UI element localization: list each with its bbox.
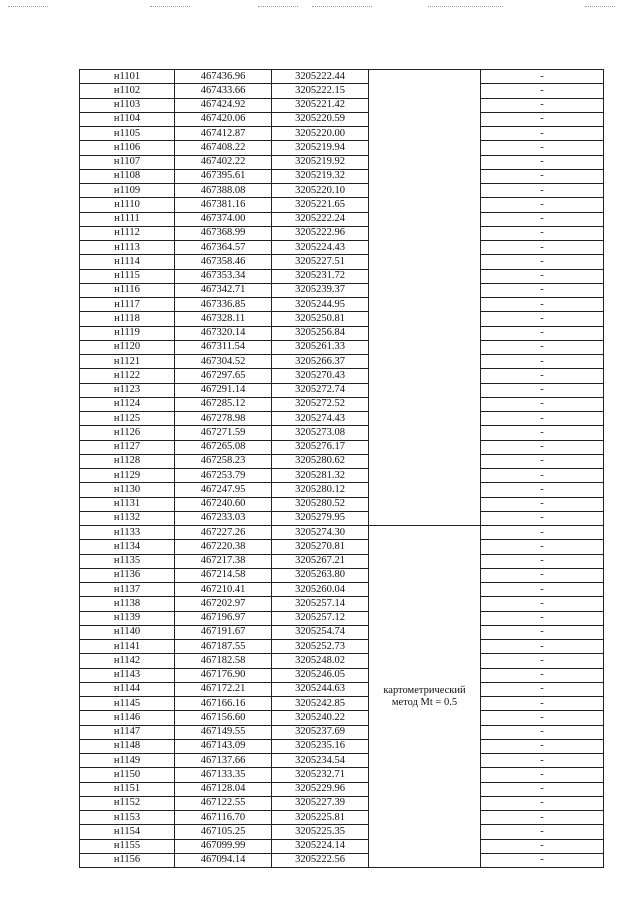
- x-coordinate-cell: 467353.34: [175, 269, 272, 283]
- y-coordinate-cell: 3205252.73: [272, 640, 369, 654]
- x-coordinate-cell: 467105.25: [175, 825, 272, 839]
- table-row: [80, 283, 604, 297]
- table-row: [80, 754, 604, 768]
- y-coordinate-cell: 3205219.94: [272, 141, 369, 155]
- y-coordinate-cell: 3205281.32: [272, 469, 369, 483]
- extra-cell: -: [481, 739, 604, 753]
- extra-cell: -: [481, 597, 604, 611]
- x-coordinate-cell: 467420.06: [175, 112, 272, 126]
- table-row: [80, 326, 604, 340]
- y-coordinate-cell: 3205237.69: [272, 725, 369, 739]
- extra-cell: -: [481, 98, 604, 112]
- point-name-cell: н1152: [80, 796, 175, 810]
- x-coordinate-cell: 467304.52: [175, 355, 272, 369]
- extra-cell: -: [481, 155, 604, 169]
- y-coordinate-cell: 3205219.92: [272, 155, 369, 169]
- table-row: [80, 782, 604, 796]
- point-name-cell: н1131: [80, 497, 175, 511]
- x-coordinate-cell: 467342.71: [175, 283, 272, 297]
- x-coordinate-cell: 467253.79: [175, 469, 272, 483]
- x-coordinate-cell: 467247.95: [175, 483, 272, 497]
- table-row: [80, 397, 604, 411]
- y-coordinate-cell: 3205274.43: [272, 412, 369, 426]
- table-row: [80, 497, 604, 511]
- extra-cell: -: [481, 141, 604, 155]
- y-coordinate-cell: 3205280.62: [272, 454, 369, 468]
- x-coordinate-cell: 467128.04: [175, 782, 272, 796]
- table-row: [80, 241, 604, 255]
- method-line-1: картометрический: [383, 684, 466, 696]
- table-row: [80, 654, 604, 668]
- point-name-cell: н1154: [80, 825, 175, 839]
- point-name-cell: н1129: [80, 469, 175, 483]
- extra-cell: -: [481, 369, 604, 383]
- point-name-cell: н1142: [80, 654, 175, 668]
- x-coordinate-cell: 467364.57: [175, 241, 272, 255]
- x-coordinate-cell: 467433.66: [175, 84, 272, 98]
- y-coordinate-cell: 3205231.72: [272, 269, 369, 283]
- x-coordinate-cell: 467137.66: [175, 754, 272, 768]
- y-coordinate-cell: 3205272.74: [272, 383, 369, 397]
- y-coordinate-cell: 3205270.81: [272, 540, 369, 554]
- y-coordinate-cell: 3205222.96: [272, 226, 369, 240]
- point-name-cell: н1137: [80, 583, 175, 597]
- table-row: [80, 739, 604, 753]
- table-row: [80, 625, 604, 639]
- y-coordinate-cell: 3205222.56: [272, 853, 369, 867]
- point-name-cell: н1123: [80, 383, 175, 397]
- point-name-cell: н1145: [80, 697, 175, 711]
- extra-cell: -: [481, 697, 604, 711]
- y-coordinate-cell: 3205221.65: [272, 198, 369, 212]
- x-coordinate-cell: 467265.08: [175, 440, 272, 454]
- extra-cell: -: [481, 397, 604, 411]
- y-coordinate-cell: 3205273.08: [272, 426, 369, 440]
- x-coordinate-cell: 467187.55: [175, 640, 272, 654]
- x-coordinate-cell: 467122.55: [175, 796, 272, 810]
- table-row: [80, 697, 604, 711]
- point-name-cell: н1121: [80, 355, 175, 369]
- x-coordinate-cell: 467381.16: [175, 198, 272, 212]
- x-coordinate-cell: 467191.67: [175, 625, 272, 639]
- point-name-cell: н1108: [80, 169, 175, 183]
- extra-cell: -: [481, 526, 604, 540]
- point-name-cell: н1125: [80, 412, 175, 426]
- point-name-cell: н1135: [80, 554, 175, 568]
- x-coordinate-cell: 467402.22: [175, 155, 272, 169]
- y-coordinate-cell: 3205270.43: [272, 369, 369, 383]
- table-row: [80, 155, 604, 169]
- table-row: [80, 226, 604, 240]
- y-coordinate-cell: 3205266.37: [272, 355, 369, 369]
- table-row: [80, 198, 604, 212]
- extra-cell: -: [481, 839, 604, 853]
- y-coordinate-cell: 3205250.81: [272, 312, 369, 326]
- y-coordinate-cell: 3205222.44: [272, 70, 369, 84]
- table-row: [80, 84, 604, 98]
- x-coordinate-cell: 467412.87: [175, 127, 272, 141]
- point-name-cell: н1146: [80, 711, 175, 725]
- point-name-cell: н1118: [80, 312, 175, 326]
- y-coordinate-cell: 3205225.35: [272, 825, 369, 839]
- x-coordinate-cell: 467424.92: [175, 98, 272, 112]
- table-row: [80, 597, 604, 611]
- y-coordinate-cell: 3205280.52: [272, 497, 369, 511]
- point-name-cell: н1119: [80, 326, 175, 340]
- point-name-cell: н1127: [80, 440, 175, 454]
- x-coordinate-cell: 467196.97: [175, 611, 272, 625]
- extra-cell: -: [481, 312, 604, 326]
- y-coordinate-cell: 3205267.21: [272, 554, 369, 568]
- extra-cell: -: [481, 497, 604, 511]
- x-coordinate-cell: 467182.58: [175, 654, 272, 668]
- table-row: [80, 583, 604, 597]
- y-coordinate-cell: 3205224.43: [272, 241, 369, 255]
- extra-cell: -: [481, 255, 604, 269]
- x-coordinate-cell: 467395.61: [175, 169, 272, 183]
- point-name-cell: н1156: [80, 853, 175, 867]
- coordinates-table: [79, 69, 604, 868]
- y-coordinate-cell: 3205257.14: [272, 597, 369, 611]
- y-coordinate-cell: 3205222.15: [272, 84, 369, 98]
- x-coordinate-cell: 467291.14: [175, 383, 272, 397]
- y-coordinate-cell: 3205246.05: [272, 668, 369, 682]
- x-coordinate-cell: 467388.08: [175, 184, 272, 198]
- x-coordinate-cell: 467156.60: [175, 711, 272, 725]
- table-row: [80, 511, 604, 525]
- table-row: [80, 355, 604, 369]
- y-coordinate-cell: 3205242.85: [272, 697, 369, 711]
- y-coordinate-cell: 3205280.12: [272, 483, 369, 497]
- x-coordinate-cell: 467436.96: [175, 70, 272, 84]
- extra-cell: -: [481, 355, 604, 369]
- x-coordinate-cell: 467172.21: [175, 682, 272, 696]
- extra-cell: -: [481, 540, 604, 554]
- point-name-cell: н1120: [80, 340, 175, 354]
- table-row: [80, 269, 604, 283]
- extra-cell: -: [481, 184, 604, 198]
- x-coordinate-cell: 467374.00: [175, 212, 272, 226]
- extra-cell: -: [481, 169, 604, 183]
- x-coordinate-cell: 467214.58: [175, 568, 272, 582]
- point-name-cell: н1136: [80, 568, 175, 582]
- point-name-cell: н1114: [80, 255, 175, 269]
- extra-cell: -: [481, 440, 604, 454]
- x-coordinate-cell: 467094.14: [175, 853, 272, 867]
- table-row: [80, 169, 604, 183]
- point-name-cell: н1150: [80, 768, 175, 782]
- table-row: [80, 768, 604, 782]
- table-row: [80, 839, 604, 853]
- point-name-cell: н1115: [80, 269, 175, 283]
- table-row: [80, 369, 604, 383]
- y-coordinate-cell: 3205239.37: [272, 283, 369, 297]
- x-coordinate-cell: 467143.09: [175, 739, 272, 753]
- point-name-cell: н1102: [80, 84, 175, 98]
- y-coordinate-cell: 3205244.63: [272, 682, 369, 696]
- table-row: [80, 526, 604, 540]
- point-name-cell: н1151: [80, 782, 175, 796]
- x-coordinate-cell: 467297.65: [175, 369, 272, 383]
- y-coordinate-cell: 3205257.12: [272, 611, 369, 625]
- x-coordinate-cell: 467202.97: [175, 597, 272, 611]
- point-name-cell: н1149: [80, 754, 175, 768]
- y-coordinate-cell: 3205224.14: [272, 839, 369, 853]
- point-name-cell: н1134: [80, 540, 175, 554]
- x-coordinate-cell: 467368.99: [175, 226, 272, 240]
- y-coordinate-cell: 3205235.16: [272, 739, 369, 753]
- point-name-cell: н1126: [80, 426, 175, 440]
- table-row: [80, 811, 604, 825]
- extra-cell: -: [481, 469, 604, 483]
- y-coordinate-cell: 3205220.10: [272, 184, 369, 198]
- y-coordinate-cell: 3205276.17: [272, 440, 369, 454]
- x-coordinate-cell: 467227.26: [175, 526, 272, 540]
- extra-cell: -: [481, 811, 604, 825]
- point-name-cell: н1141: [80, 640, 175, 654]
- x-coordinate-cell: 467328.11: [175, 312, 272, 326]
- y-coordinate-cell: 3205221.42: [272, 98, 369, 112]
- table-row: [80, 540, 604, 554]
- point-name-cell: н1107: [80, 155, 175, 169]
- point-name-cell: н1122: [80, 369, 175, 383]
- extra-cell: -: [481, 383, 604, 397]
- point-name-cell: н1113: [80, 241, 175, 255]
- point-name-cell: н1155: [80, 839, 175, 853]
- point-name-cell: н1109: [80, 184, 175, 198]
- table-row: [80, 440, 604, 454]
- point-name-cell: н1105: [80, 127, 175, 141]
- extra-cell: -: [481, 711, 604, 725]
- point-name-cell: н1144: [80, 682, 175, 696]
- point-name-cell: н1104: [80, 112, 175, 126]
- extra-cell: -: [481, 112, 604, 126]
- table-row: [80, 412, 604, 426]
- extra-cell: -: [481, 725, 604, 739]
- extra-cell: -: [481, 326, 604, 340]
- y-coordinate-cell: 3205261.33: [272, 340, 369, 354]
- extra-cell: -: [481, 825, 604, 839]
- table-row: [80, 70, 604, 84]
- extra-cell: -: [481, 241, 604, 255]
- table-row: [80, 825, 604, 839]
- extra-cell: -: [481, 226, 604, 240]
- y-coordinate-cell: 3205219.32: [272, 169, 369, 183]
- x-coordinate-cell: 467220.38: [175, 540, 272, 554]
- point-name-cell: н1116: [80, 283, 175, 297]
- extra-cell: -: [481, 853, 604, 867]
- extra-cell: -: [481, 768, 604, 782]
- extra-cell: -: [481, 568, 604, 582]
- extra-cell: -: [481, 454, 604, 468]
- table-row: [80, 711, 604, 725]
- point-name-cell: н1133: [80, 526, 175, 540]
- point-name-cell: н1111: [80, 212, 175, 226]
- point-name-cell: н1140: [80, 625, 175, 639]
- y-coordinate-cell: 3205254.74: [272, 625, 369, 639]
- table-row: [80, 112, 604, 126]
- x-coordinate-cell: 467176.90: [175, 668, 272, 682]
- y-coordinate-cell: 3205225.81: [272, 811, 369, 825]
- extra-cell: -: [481, 198, 604, 212]
- extra-cell: -: [481, 127, 604, 141]
- method-cell-empty: [369, 70, 481, 526]
- x-coordinate-cell: 467240.60: [175, 497, 272, 511]
- y-coordinate-cell: 3205244.95: [272, 298, 369, 312]
- extra-cell: -: [481, 554, 604, 568]
- x-coordinate-cell: 467233.03: [175, 511, 272, 525]
- method-line-2: метод Mt = 0.5: [391, 696, 458, 708]
- point-name-cell: н1147: [80, 725, 175, 739]
- y-coordinate-cell: 3205272.52: [272, 397, 369, 411]
- table-row: [80, 796, 604, 810]
- extra-cell: -: [481, 84, 604, 98]
- x-coordinate-cell: 467408.22: [175, 141, 272, 155]
- extra-cell: -: [481, 70, 604, 84]
- y-coordinate-cell: 3205227.39: [272, 796, 369, 810]
- table-row: [80, 853, 604, 867]
- extra-cell: -: [481, 611, 604, 625]
- x-coordinate-cell: 467271.59: [175, 426, 272, 440]
- point-name-cell: н1143: [80, 668, 175, 682]
- x-coordinate-cell: 467149.55: [175, 725, 272, 739]
- table-row: [80, 426, 604, 440]
- table-row: [80, 141, 604, 155]
- table-row: [80, 554, 604, 568]
- table-row: [80, 454, 604, 468]
- point-name-cell: н1112: [80, 226, 175, 240]
- x-coordinate-cell: 467285.12: [175, 397, 272, 411]
- x-coordinate-cell: 467320.14: [175, 326, 272, 340]
- x-coordinate-cell: 467278.98: [175, 412, 272, 426]
- table-row: [80, 127, 604, 141]
- table-row: [80, 298, 604, 312]
- extra-cell: -: [481, 796, 604, 810]
- y-coordinate-cell: 3205220.00: [272, 127, 369, 141]
- extra-cell: -: [481, 511, 604, 525]
- table-row: [80, 568, 604, 582]
- table-row: [80, 668, 604, 682]
- extra-cell: -: [481, 782, 604, 796]
- y-coordinate-cell: 3205232.71: [272, 768, 369, 782]
- x-coordinate-cell: 467217.38: [175, 554, 272, 568]
- extra-cell: -: [481, 283, 604, 297]
- y-coordinate-cell: 3205220.59: [272, 112, 369, 126]
- scan-header-noise: [0, 6, 640, 12]
- x-coordinate-cell: 467116.70: [175, 811, 272, 825]
- y-coordinate-cell: 3205279.95: [272, 511, 369, 525]
- y-coordinate-cell: 3205227.51: [272, 255, 369, 269]
- y-coordinate-cell: 3205229.96: [272, 782, 369, 796]
- table-row: [80, 640, 604, 654]
- table-row: [80, 98, 604, 112]
- table-row: [80, 212, 604, 226]
- x-coordinate-cell: 467133.35: [175, 768, 272, 782]
- point-name-cell: н1106: [80, 141, 175, 155]
- point-name-cell: н1117: [80, 298, 175, 312]
- point-name-cell: н1124: [80, 397, 175, 411]
- extra-cell: -: [481, 269, 604, 283]
- y-coordinate-cell: 3205274.30: [272, 526, 369, 540]
- table-row: [80, 383, 604, 397]
- y-coordinate-cell: 3205263.80: [272, 568, 369, 582]
- y-coordinate-cell: 3205260.04: [272, 583, 369, 597]
- x-coordinate-cell: 467258.23: [175, 454, 272, 468]
- y-coordinate-cell: 3205222.24: [272, 212, 369, 226]
- point-name-cell: н1132: [80, 511, 175, 525]
- point-name-cell: н1148: [80, 739, 175, 753]
- table-row: [80, 340, 604, 354]
- table-row: [80, 312, 604, 326]
- y-coordinate-cell: 3205234.54: [272, 754, 369, 768]
- extra-cell: -: [481, 668, 604, 682]
- x-coordinate-cell: 467358.46: [175, 255, 272, 269]
- x-coordinate-cell: 467311.54: [175, 340, 272, 354]
- extra-cell: -: [481, 682, 604, 696]
- table-row: [80, 725, 604, 739]
- coordinates-table-body: [80, 70, 604, 868]
- extra-cell: -: [481, 625, 604, 639]
- extra-cell: -: [481, 340, 604, 354]
- x-coordinate-cell: 467336.85: [175, 298, 272, 312]
- y-coordinate-cell: 3205256.84: [272, 326, 369, 340]
- point-name-cell: н1138: [80, 597, 175, 611]
- point-name-cell: н1101: [80, 70, 175, 84]
- table-row: [80, 483, 604, 497]
- table-row: [80, 255, 604, 269]
- table-row: [80, 611, 604, 625]
- extra-cell: -: [481, 640, 604, 654]
- table-row: [80, 469, 604, 483]
- table-row: [80, 184, 604, 198]
- x-coordinate-cell: 467210.41: [175, 583, 272, 597]
- extra-cell: -: [481, 583, 604, 597]
- extra-cell: -: [481, 212, 604, 226]
- method-cell: [369, 526, 481, 868]
- extra-cell: -: [481, 654, 604, 668]
- x-coordinate-cell: 467099.99: [175, 839, 272, 853]
- point-name-cell: н1153: [80, 811, 175, 825]
- point-name-cell: н1110: [80, 198, 175, 212]
- extra-cell: -: [481, 298, 604, 312]
- y-coordinate-cell: 3205240.22: [272, 711, 369, 725]
- table-row: [80, 682, 604, 696]
- x-coordinate-cell: 467166.16: [175, 697, 272, 711]
- extra-cell: -: [481, 754, 604, 768]
- point-name-cell: н1139: [80, 611, 175, 625]
- extra-cell: -: [481, 483, 604, 497]
- point-name-cell: н1130: [80, 483, 175, 497]
- extra-cell: -: [481, 412, 604, 426]
- y-coordinate-cell: 3205248.02: [272, 654, 369, 668]
- point-name-cell: н1128: [80, 454, 175, 468]
- point-name-cell: н1103: [80, 98, 175, 112]
- extra-cell: -: [481, 426, 604, 440]
